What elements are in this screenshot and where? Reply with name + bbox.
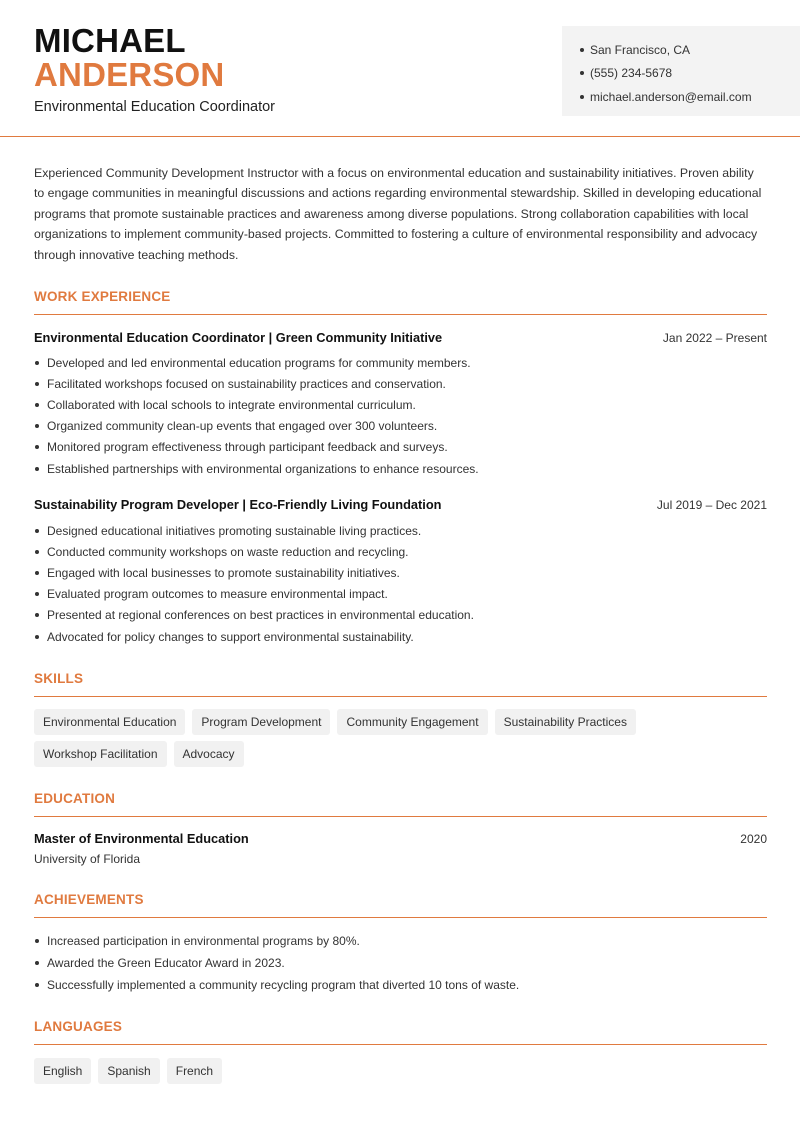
achievements-list <box>34 930 767 996</box>
list-item <box>34 541 767 562</box>
bullet-icon <box>580 95 584 99</box>
list-item <box>34 584 767 605</box>
first-name: MICHAEL <box>34 22 186 59</box>
bullet-icon <box>35 592 39 596</box>
language-chip: English <box>34 1058 91 1084</box>
contact-location <box>580 38 782 62</box>
summary-paragraph: Experienced Community Development Instructor with a focus on environmental education and sustainability initiatives. Proven ability to engage communities in meaningful discussions and actions regarding environmental stewardship. Skilled in developing educational programs that promote sustainable practices and awareness among diverse populations. Strong collaboration capabilities with local organizations to implement community-based projects. Committed to fostering a culture of environmental responsibility and advocacy through innovative teaching methods. <box>34 166 762 262</box>
list-item <box>34 352 767 373</box>
bullet-icon <box>580 48 584 52</box>
section-title-languages: LANGUAGES <box>34 1019 767 1045</box>
list-item <box>34 458 767 479</box>
list-item <box>34 952 767 974</box>
bullet-icon <box>35 550 39 554</box>
list-item <box>34 605 767 626</box>
education-degree: Master of Environmental Education <box>34 831 249 846</box>
bullet-text: Developed and led environmental education programs for community members. <box>47 355 471 370</box>
section-title-education: EDUCATION <box>34 791 767 817</box>
list-item <box>34 626 767 647</box>
bullet-text: Awarded the Green Educator Award in 2023. <box>47 956 285 970</box>
list-item <box>34 520 767 541</box>
education-row <box>34 831 767 846</box>
skill-chip: Workshop Facilitation <box>34 741 167 767</box>
list-item <box>34 373 767 394</box>
contact-box <box>562 26 800 116</box>
resume-header <box>0 0 800 137</box>
bullet-text: Established partnerships with environmental organizations to enhance resources. <box>47 461 479 476</box>
bullet-icon <box>35 361 39 365</box>
bullet-text: Increased participation in environmental programs by 80%. <box>47 934 360 948</box>
list-item <box>34 394 767 415</box>
bullet-icon <box>35 445 39 449</box>
bullet-icon <box>35 467 39 471</box>
list-item <box>34 416 767 437</box>
bullet-icon <box>580 71 584 75</box>
bullet-text: Evaluated program outcomes to measure environmental impact. <box>47 587 388 602</box>
bullet-icon <box>35 613 39 617</box>
last-name: ANDERSON <box>34 56 225 93</box>
bullet-text: Designed educational initiatives promoting sustainable living practices. <box>47 523 422 538</box>
section-title-achievements: ACHIEVEMENTS <box>34 892 767 918</box>
bullet-text: Presented at regional conferences on best practices in environmental education. <box>47 608 474 623</box>
bullet-icon <box>35 939 39 943</box>
contact-email-text[interactable]: michael.anderson@email.com <box>590 89 752 104</box>
bullet-text: Facilitated workshops focused on sustainability practices and conservation. <box>47 376 446 391</box>
bullet-text: Collaborated with local schools to integrate environmental curriculum. <box>47 397 416 412</box>
job-dates: Jan 2022 – Present <box>662 330 767 345</box>
education-school: University of Florida <box>34 852 141 866</box>
contact-phone-text: (555) 234-5678 <box>590 66 673 81</box>
skills-list <box>34 709 767 767</box>
education-year: 2020 <box>740 831 767 846</box>
skill-chip: Community Engagement <box>337 709 487 735</box>
list-item <box>34 974 767 996</box>
language-chip: Spanish <box>98 1058 159 1084</box>
list-item <box>34 437 767 458</box>
language-chip: French <box>167 1058 222 1084</box>
role-title: Environmental Education Coordinator <box>34 99 275 115</box>
skill-chip: Advocacy <box>174 741 244 767</box>
job-bullets <box>34 352 767 479</box>
section-title-skills: SKILLS <box>34 671 767 697</box>
bullet-icon <box>35 382 39 386</box>
job-header <box>34 497 767 512</box>
bullet-icon <box>35 529 39 533</box>
bullet-text: Engaged with local businesses to promote sustainability initiatives. <box>47 565 400 580</box>
job-title: Sustainability Program Developer | Eco-Friendly Living Foundation <box>34 497 442 512</box>
bullet-text: Advocated for policy changes to support environmental sustainability. <box>47 629 414 644</box>
bullet-icon <box>35 635 39 639</box>
bullet-icon <box>35 983 39 987</box>
job-title: Environmental Education Coordinator | Green Community Initiative <box>34 330 443 345</box>
section-title-work-experience: WORK EXPERIENCE <box>34 289 767 315</box>
skill-chip: Sustainability Practices <box>495 709 636 735</box>
bullet-icon <box>35 961 39 965</box>
job-dates: Jul 2019 – Dec 2021 <box>656 497 767 512</box>
contact-email[interactable] <box>580 85 782 109</box>
contact-phone <box>580 62 782 86</box>
list-item <box>34 562 767 583</box>
bullet-text: Successfully implemented a community recycling program that diverted 10 tons of waste. <box>47 978 520 992</box>
bullet-text: Monitored program effectiveness through participant feedback and surveys. <box>47 440 448 455</box>
languages-list <box>34 1058 767 1084</box>
list-item <box>34 930 767 952</box>
bullet-icon <box>35 403 39 407</box>
contact-location-text: San Francisco, CA <box>590 42 691 57</box>
bullet-text: Conducted community workshops on waste reduction and recycling. <box>47 544 409 559</box>
job-header <box>34 330 767 345</box>
bullet-text: Organized community clean-up events that engaged over 300 volunteers. <box>47 419 438 434</box>
bullet-icon <box>35 424 39 428</box>
bullet-icon <box>35 571 39 575</box>
skill-chip: Environmental Education <box>34 709 185 735</box>
job-bullets <box>34 520 767 647</box>
skill-chip: Program Development <box>192 709 330 735</box>
